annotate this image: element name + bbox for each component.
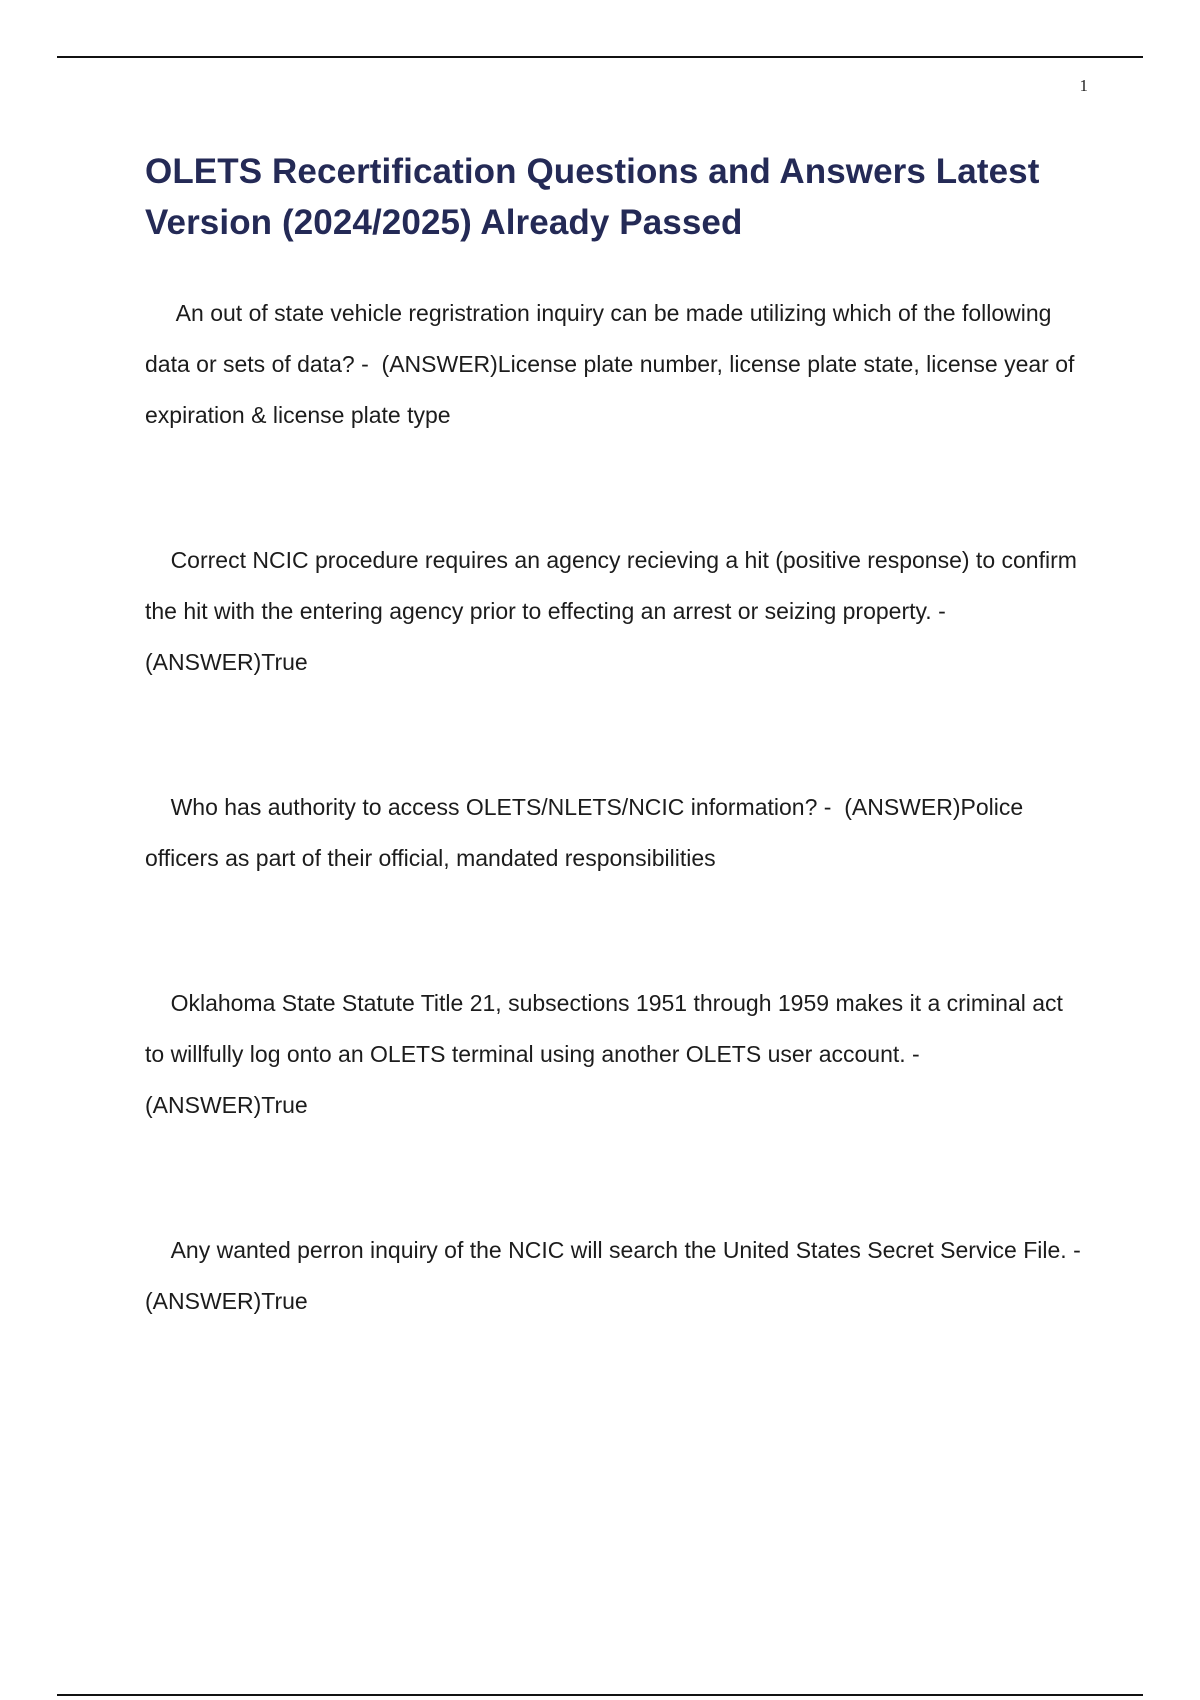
answer-text: (ANSWER)True: [145, 1092, 308, 1118]
answer-text: (ANSWER)Police officers as part of their official, mandated responsibilities: [145, 794, 1030, 871]
answer-text: (ANSWER)License plate number, license plate state, license year of expiration & license plate type: [145, 351, 1081, 428]
question-text: Oklahoma State Statute Title 21, subsections 1951 through 1959 makes it a criminal act to willfully log onto an OLETS terminal using another OLETS user account. -: [145, 990, 1070, 1067]
page-number: 1: [1079, 76, 1088, 95]
header-rule: [57, 56, 1143, 58]
qa-item: [145, 1174, 1085, 1378]
question-text: Any wanted perron inquiry of the NCIC will search the United States Secret Service File. -: [170, 1237, 1081, 1263]
answer-text: (ANSWER)True: [145, 649, 308, 675]
qa-item: [145, 927, 1085, 1182]
qa-item: [145, 237, 1085, 492]
question-text: An out of state vehicle regristration inquiry can be made utilizing which of the following data or sets of data? -: [145, 300, 1058, 377]
question-text: Who has authority to access OLETS/NLETS/NCIC information? -: [170, 794, 832, 820]
question-text: Correct NCIC procedure requires an agency recieving a hit (positive response) to confirm the hit with the entering agency prior to effecting an arrest or seizing property. -: [145, 547, 1084, 624]
document-title: OLETS Recertification Questions and Answers Latest Version (2024/2025) Already Passed: [145, 152, 1040, 242]
answer-text: (ANSWER)True: [145, 1288, 308, 1314]
footer-rule: [57, 1694, 1143, 1696]
qa-item: [145, 731, 1085, 935]
qa-item: [145, 484, 1085, 739]
